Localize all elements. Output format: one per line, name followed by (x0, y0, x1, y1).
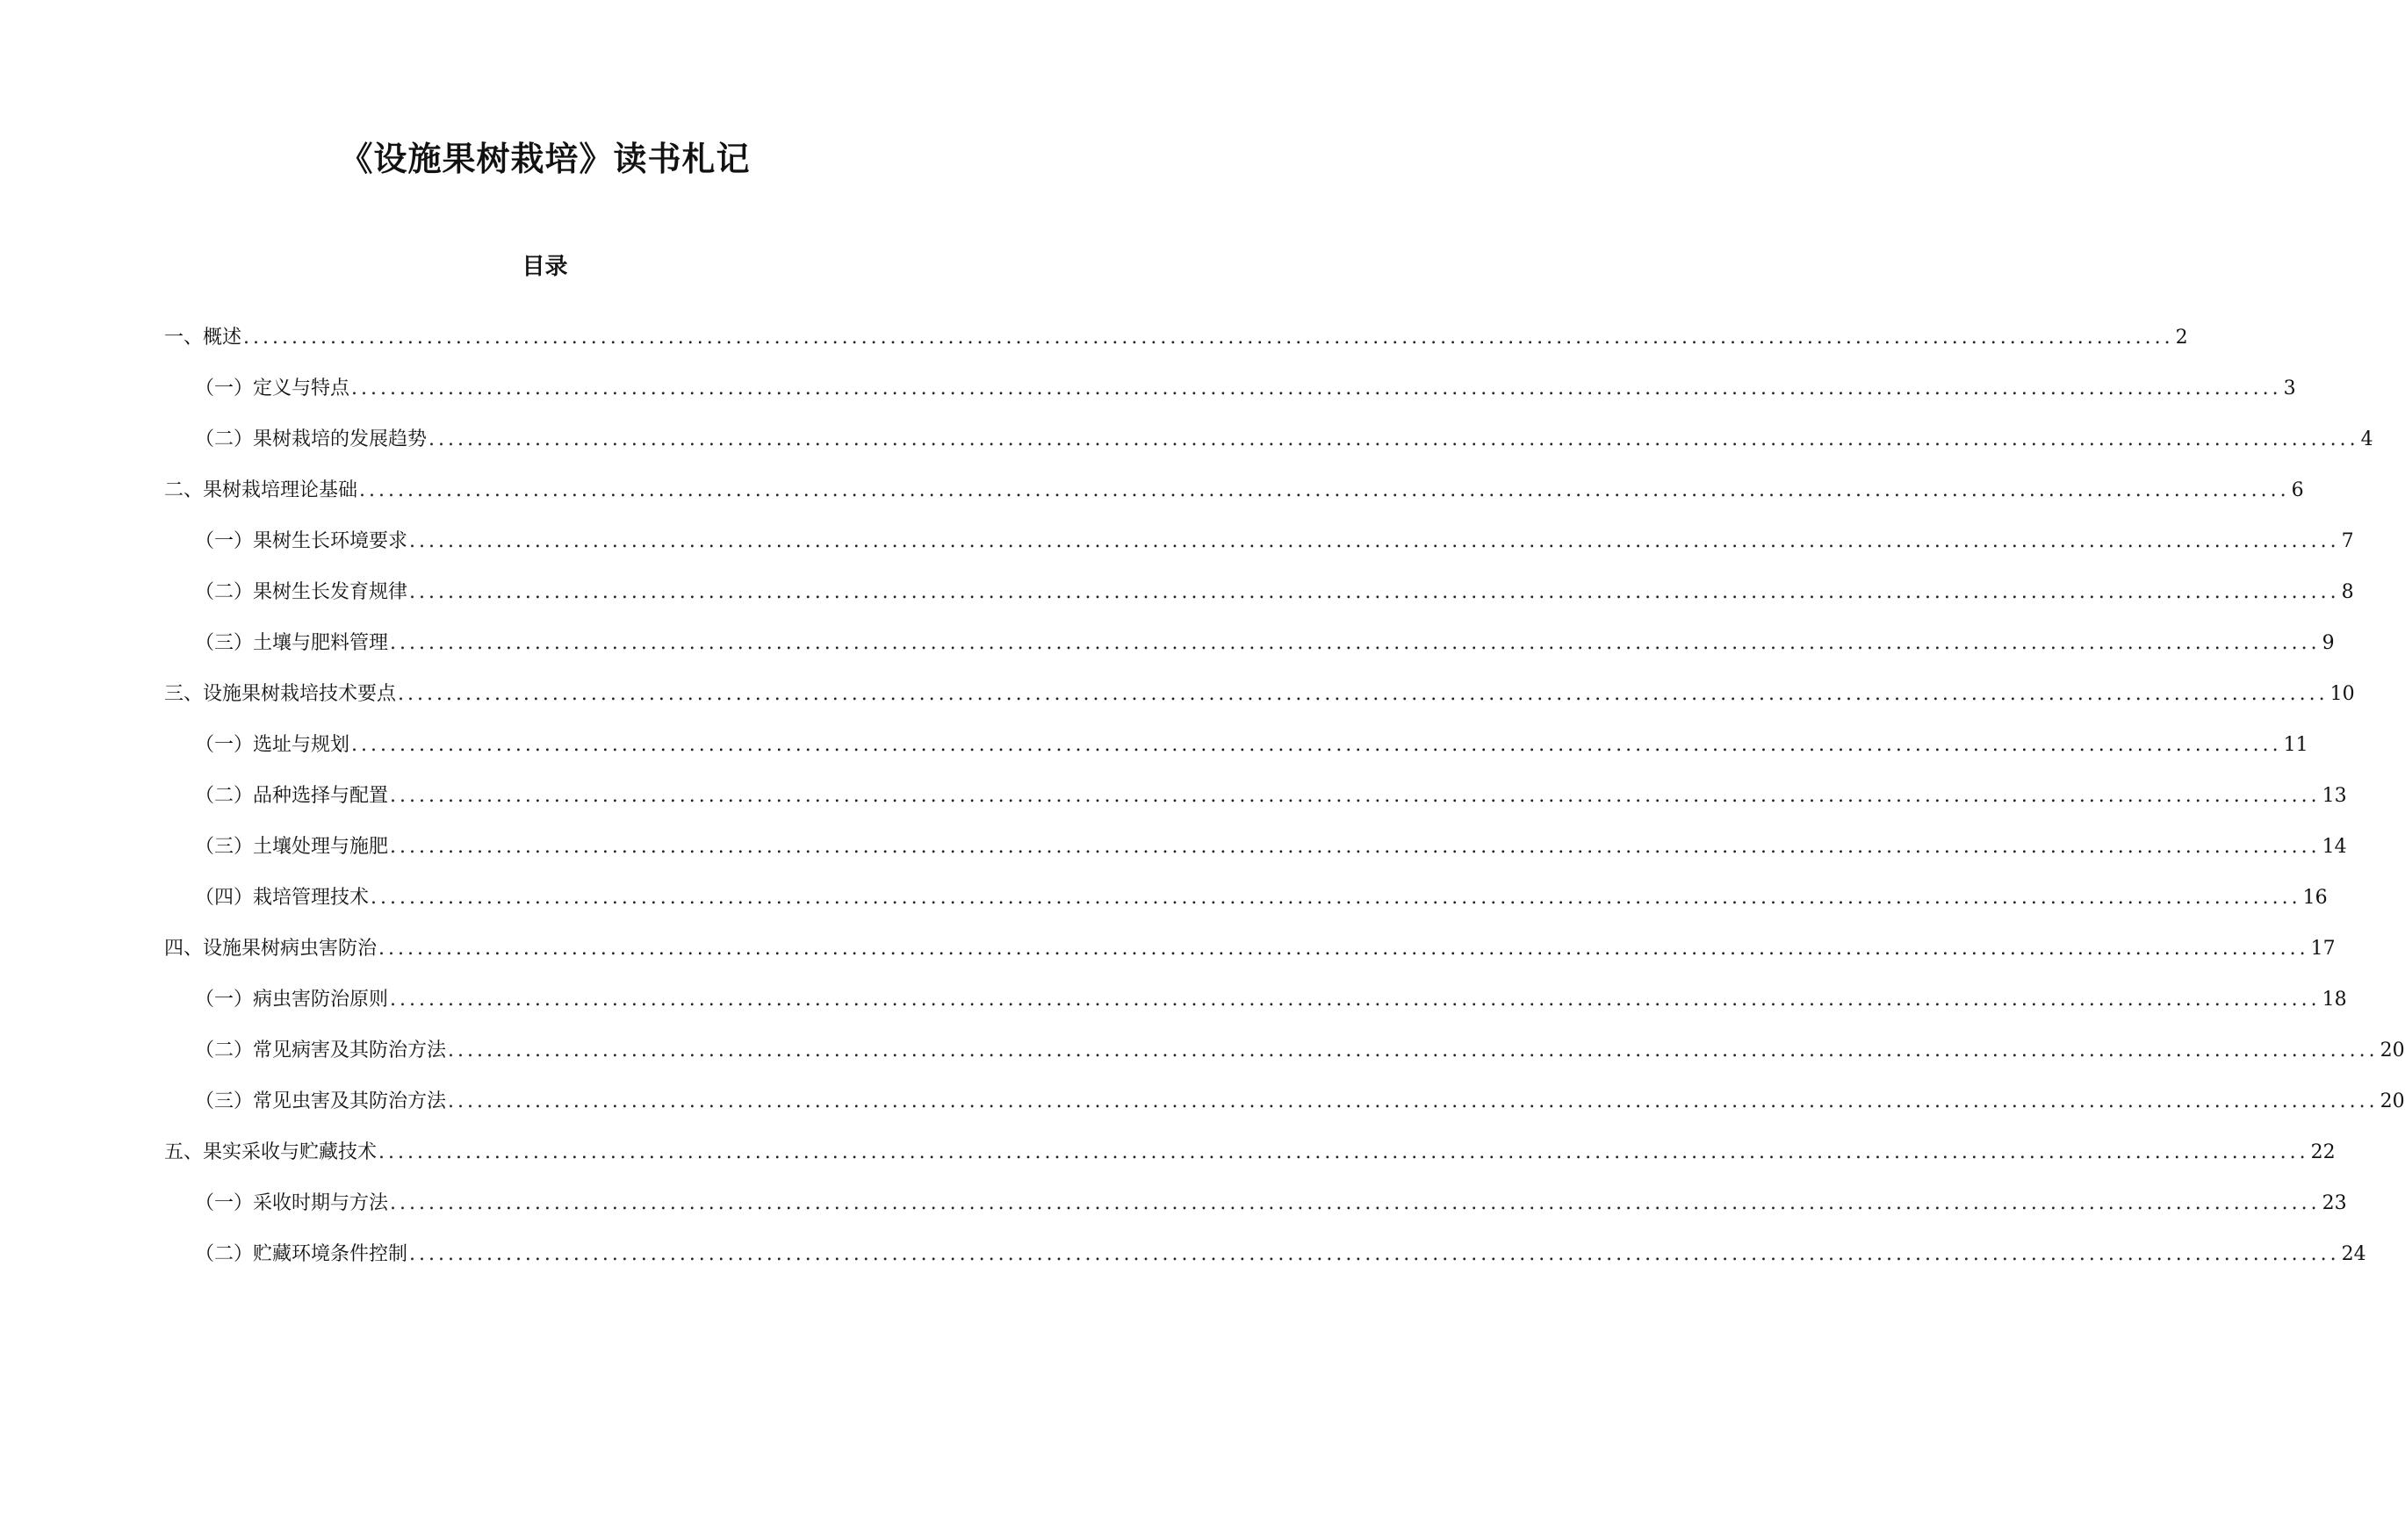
toc-entry[interactable] (164, 1140, 2336, 1166)
toc-entry[interactable] (164, 325, 2188, 351)
toc-dot-leader: ........................................................................................................................................................................................................ (409, 581, 2340, 603)
toc-dot-leader: ........................................................................................................................................................................................................ (390, 632, 2321, 654)
toc-entry[interactable] (195, 834, 2347, 860)
toc-entry-page-number: 3 (2283, 378, 2296, 399)
toc-heading: 目录 (522, 254, 568, 280)
toc-entry-label: （二）果树栽培的发展趋势 (195, 428, 428, 450)
toc-entry-page-number: 11 (2283, 734, 2308, 756)
toc-dot-leader: ........................................................................................................................................................................................................ (448, 1040, 2379, 1061)
toc-entry-page-number: 10 (2329, 683, 2355, 705)
toc-entry-label: 五、果实采收与贮藏技术 (164, 1141, 378, 1163)
toc-entry-label: （二）贮藏环境条件控制 (195, 1243, 408, 1265)
toc-entry-page-number: 20 (2380, 1040, 2405, 1061)
toc-dot-leader: ........................................................................................................................................................................................................ (351, 378, 2282, 399)
toc-entry[interactable] (195, 987, 2347, 1013)
toc-entry-label: （一）定义与特点 (195, 378, 350, 399)
toc-dot-leader: ........................................................................................................................................................................................................ (448, 1090, 2379, 1112)
toc-entry-page-number: 6 (2291, 479, 2304, 501)
toc-entry[interactable] (164, 936, 2336, 962)
toc-entry-label: 二、果树栽培理论基础 (164, 479, 358, 501)
toc-dot-leader: ........................................................................................................................................................................................................ (378, 938, 2309, 960)
toc-entry[interactable] (164, 681, 2355, 708)
toc-dot-leader: ........................................................................................................................................................................................................ (243, 327, 2174, 349)
toc-entry-label: （三）土壤与肥料管理 (195, 632, 389, 654)
toc-entry[interactable] (195, 732, 2308, 759)
toc-entry-page-number: 18 (2322, 989, 2347, 1011)
toc-dot-leader: ........................................................................................................................................................................................................ (398, 683, 2329, 705)
toc-entry-page-number: 9 (2322, 632, 2335, 654)
toc-entry-page-number: 23 (2322, 1192, 2347, 1214)
toc-entry[interactable] (195, 579, 2354, 606)
toc-dot-leader: ........................................................................................................................................................................................................ (359, 479, 2290, 501)
toc-entry-page-number: 16 (2302, 887, 2328, 909)
toc-entry-page-number: 8 (2341, 581, 2354, 603)
toc-entry-label: （二）果树生长发育规律 (195, 581, 408, 603)
toc-entry[interactable] (195, 1241, 2366, 1268)
toc-entry-page-number: 14 (2322, 836, 2347, 858)
toc-entry[interactable] (195, 1089, 2405, 1115)
toc-entry-label: （一）果树生长环境要求 (195, 530, 408, 552)
toc-entry-page-number: 22 (2310, 1141, 2336, 1163)
toc-entry-label: 四、设施果树病虫害防治 (164, 938, 378, 960)
toc-dot-leader: ........................................................................................................................................................................................................ (409, 1243, 2340, 1265)
toc-dot-leader: ........................................................................................................................................................................................................ (378, 1141, 2309, 1163)
toc-entry-page-number: 20 (2380, 1090, 2405, 1112)
toc-entry[interactable] (195, 1191, 2347, 1217)
toc-entry-page-number: 17 (2310, 938, 2336, 960)
toc-entry-page-number: 2 (2175, 327, 2188, 349)
toc-entry-label: （二）品种选择与配置 (195, 785, 389, 807)
toc-entry-label: 一、概述 (164, 327, 242, 349)
toc-entry-label: （二）常见病害及其防治方法 (195, 1040, 447, 1061)
toc-dot-leader: ........................................................................................................................................................................................................ (351, 734, 2282, 756)
toc-dot-leader: ........................................................................................................................................................................................................ (390, 1192, 2321, 1214)
toc-entry-label: 三、设施果树栽培技术要点 (164, 683, 397, 705)
toc-entry[interactable] (195, 783, 2347, 810)
toc-entry-label: （四）栽培管理技术 (195, 887, 370, 909)
toc-dot-leader: ........................................................................................................................................................................................................ (390, 836, 2321, 858)
toc-entry[interactable] (195, 1038, 2405, 1064)
toc-dot-leader: ........................................................................................................................................................................................................ (371, 887, 2301, 909)
toc-entry-label: （一）采收时期与方法 (195, 1192, 389, 1214)
toc-entry[interactable] (195, 885, 2328, 911)
toc-entry[interactable] (195, 529, 2354, 555)
toc-entry-page-number: 7 (2341, 530, 2354, 552)
toc-entry-label: （一）病虫害防治原则 (195, 989, 389, 1011)
toc-entry[interactable] (195, 376, 2296, 402)
toc-dot-leader: ........................................................................................................................................................................................................ (409, 530, 2340, 552)
toc-dot-leader: ........................................................................................................................................................................................................ (390, 785, 2321, 807)
toc-dot-leader: ........................................................................................................................................................................................................ (428, 428, 2359, 450)
toc-dot-leader: ........................................................................................................................................................................................................ (390, 989, 2321, 1011)
toc-entry-page-number: 24 (2341, 1243, 2366, 1265)
document-title: 《设施果树栽培》读书札记 (339, 139, 751, 178)
toc-entry-label: （三）常见虫害及其防治方法 (195, 1090, 447, 1112)
toc-entry-page-number: 13 (2322, 785, 2347, 807)
toc-entry[interactable] (164, 478, 2304, 504)
toc-entry-label: （一）选址与规划 (195, 734, 350, 756)
toc-entry[interactable] (195, 630, 2335, 657)
toc-entry[interactable] (195, 427, 2373, 453)
toc-entry-label: （三）土壤处理与施肥 (195, 836, 389, 858)
toc-entry-page-number: 4 (2360, 428, 2373, 450)
